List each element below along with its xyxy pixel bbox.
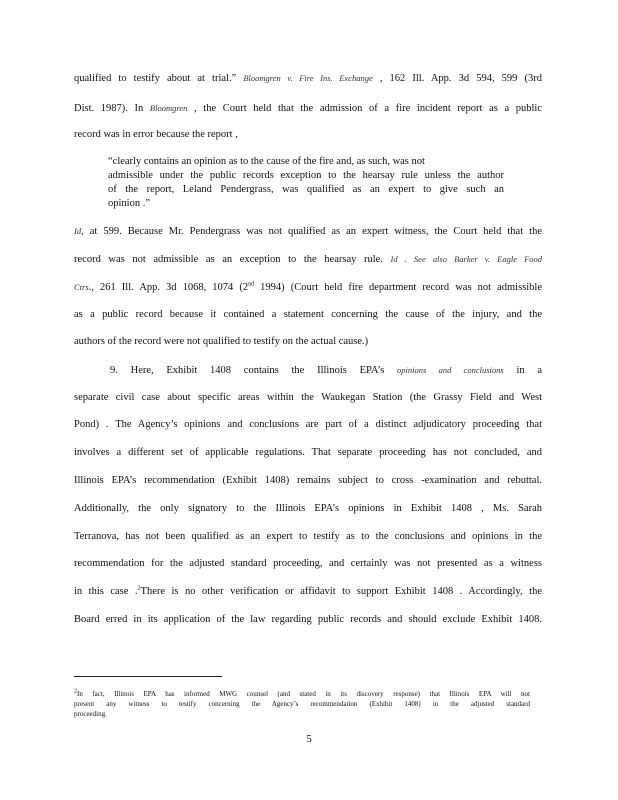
- footnote-divider: [74, 676, 222, 677]
- case-citation: Bloomgren v. Fire Ins. Exchange: [243, 73, 373, 83]
- body-line: Dist. 1987). In Bloomgren , the Court held that the admission of a fire incident report as a public: [74, 103, 543, 114]
- body-line: record was not admissible as an exception to the hearsay rule. Id . See also Barker v. Eagle Food: [74, 254, 543, 265]
- quote-line: “clearly contains an opinion as to the cause of the fire and, as such, was not: [108, 156, 425, 167]
- body-line: Additionally, the only signatory to the Illinois EPA’s opinions in Exhibit 1408 , Ms. Sarah: [74, 503, 542, 514]
- body-line: Id, at 599. Because Mr. Pendergrass was not qualified as an expert witness, the Court held that the: [74, 226, 542, 237]
- body-line: 9. Here, Exhibit 1408 contains the Illinois EPA’s opinions and conclusions in a: [110, 365, 543, 376]
- body-line: Illinois EPA’s recommendation (Exhibit 1408) remains subject to cross -examination and rebuttal.: [74, 475, 542, 486]
- quote-line: of the report, Leland Pendergrass, was qualified as an expert to give such an: [108, 184, 504, 195]
- footnote-line: present any witness to testify concerning the Agency’s recommendation (Exhibit 1408) in the adjusted standard: [74, 700, 530, 708]
- body-line: record was in error because the report ,: [74, 129, 238, 140]
- page-number: 5: [306, 733, 312, 745]
- footnote-line: proceeding.: [74, 710, 107, 718]
- body-line: Terranova, has not been qualified as an expert to testify as to the conclusions and opinions in the: [74, 531, 542, 542]
- body-line: separate civil case about specific areas within the Waukegan Station (the Grassy Field and West: [74, 392, 542, 403]
- quote-line: admissible under the public records exception to the hearsay rule unless the author: [108, 170, 504, 181]
- body-line: qualified to testify about at trial.” Bloomgren v. Fire Ins. Exchange , 162 Ill. App. 3d 594, 599 (3rd: [74, 73, 543, 84]
- case-citation: Id . See also Barker v. Eagle Food: [390, 254, 543, 264]
- body-line: in this case .$^2$There is no other verification or affidavit to support Exhibit 1408 . Accordingly, the: [74, 585, 542, 597]
- body-line: involves a different set of applicable regulations. That separate proceeding has not concluded, and: [74, 447, 542, 458]
- body-line: authors of the record were not qualified to testify on the actual cause.): [74, 336, 369, 347]
- body-line: as a public record because it contained a statement concerning the cause of the injury, and the: [74, 309, 542, 320]
- case-citation: Bloomgren: [149, 103, 188, 113]
- footnote-ref[interactable]: 2: [137, 585, 141, 592]
- body-line: recommendation for the adjusted standard proceeding, and certainly was not presented as a witness: [74, 558, 542, 569]
- quote-line: opinion .”: [108, 198, 150, 209]
- footnote-line: $^2$In fact, Illinois EPA has informed MWG counsel (and stated in its discovery response) that Illinois EPA will not: [74, 688, 530, 698]
- body-line: Ctrs., 261 Ill. App. 3d 1068, 1074 (2nd 1994) (Court held fire department record was not admissible: [74, 281, 542, 293]
- body-line: Board erred in its application of the law regarding public records and should exclude Exhibit 1408.: [74, 614, 542, 625]
- body-line: Pond) . The Agency’s opinions and conclusions are part of a distinct adjudicatory proceeding that: [74, 419, 542, 430]
